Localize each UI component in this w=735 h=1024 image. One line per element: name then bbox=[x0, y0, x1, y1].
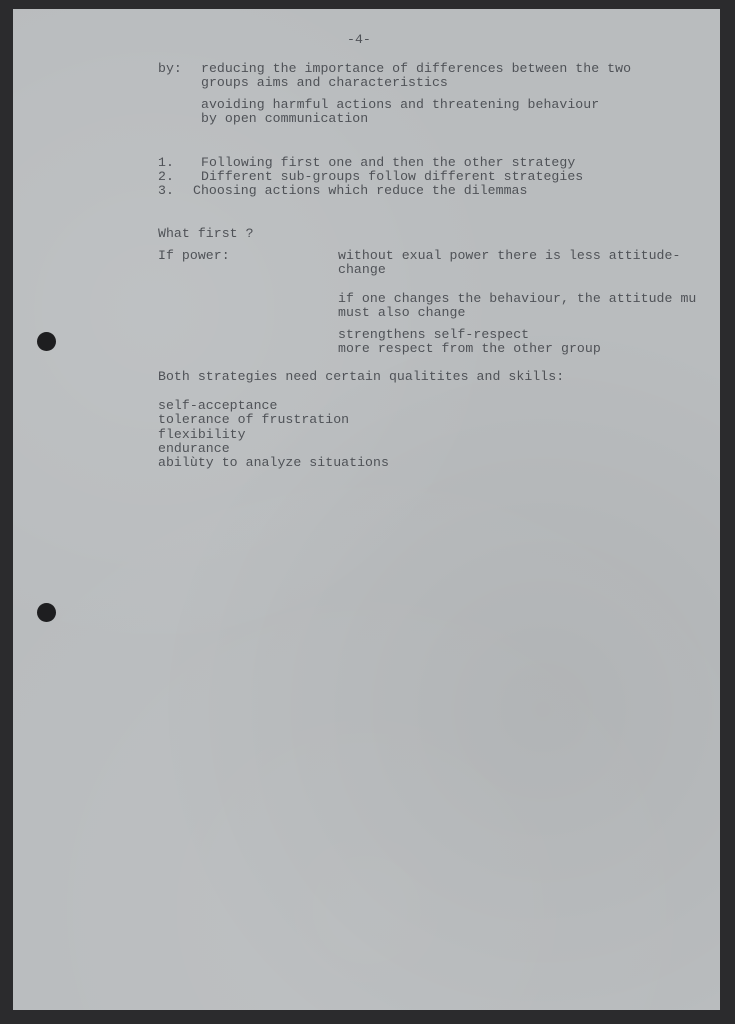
skill-1: self-acceptance bbox=[158, 398, 278, 413]
page-number: -4- bbox=[347, 32, 371, 47]
power-point-3-line-2: more respect from the other group bbox=[338, 341, 601, 356]
list-number-3: 3. bbox=[158, 183, 174, 198]
skill-2: tolerance of frustration bbox=[158, 412, 350, 427]
list-item-1: Following first one and then the other strategy bbox=[201, 155, 576, 170]
by-item-2-line-2: by open communication bbox=[201, 111, 369, 126]
by-item-1-line-2: groups aims and characteristics bbox=[201, 75, 448, 90]
skill-4: endurance bbox=[158, 441, 230, 456]
list-number-2: 2. bbox=[158, 169, 174, 184]
punch-hole-top bbox=[37, 332, 56, 351]
power-point-1-line-1: without exual power there is less attitude- bbox=[338, 248, 681, 263]
skill-3: flexibility bbox=[158, 427, 246, 442]
power-point-2-line-2: must also change bbox=[338, 305, 466, 320]
skill-5: abilùty to analyze situations bbox=[158, 455, 389, 470]
what-first-heading: What first ? bbox=[158, 226, 254, 241]
punch-hole-bottom bbox=[37, 603, 56, 622]
power-point-3-line-1: strengthens self-respect bbox=[338, 327, 530, 342]
by-item-2-line-1: avoiding harmful actions and threatening behaviour bbox=[201, 97, 600, 112]
document-page bbox=[13, 9, 720, 1010]
by-item-1-line-1: reducing the importance of differences between the two bbox=[201, 61, 632, 76]
list-number-1: 1. bbox=[158, 155, 174, 170]
if-power-label: If power: bbox=[158, 248, 230, 263]
list-item-3: Choosing actions which reduce the dilemmas bbox=[193, 183, 528, 198]
both-strategies-text: Both strategies need certain qualitites and skills: bbox=[158, 369, 565, 384]
power-point-2-line-1: if one changes the behaviour, the attitude mu bbox=[338, 291, 697, 306]
power-point-1-line-2: change bbox=[338, 262, 386, 277]
by-label: by: bbox=[158, 61, 182, 76]
list-item-2: Different sub-groups follow different strategies bbox=[201, 169, 584, 184]
